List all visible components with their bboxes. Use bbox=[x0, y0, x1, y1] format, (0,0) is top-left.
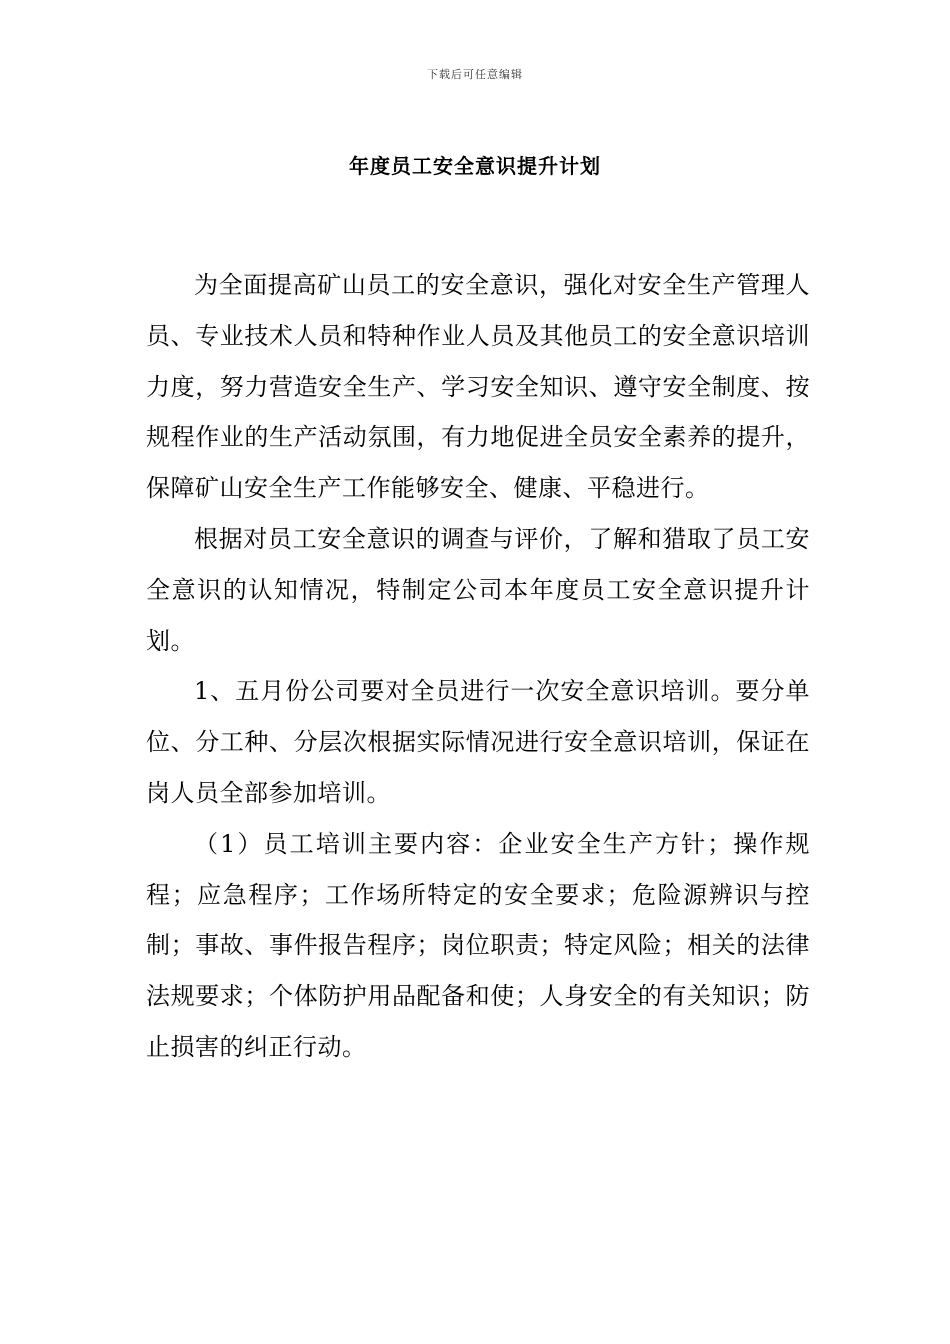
document-title: 年度员工安全意识提升计划 bbox=[349, 154, 601, 178]
paragraph-item-1-sub-1: （1）员工培训主要内容：企业安全生产方针；操作规程；应急程序；工作场所特定的安全要求；危险源辨识与控制；事故、事件报告程序；岗位职责；特定风险；相关的法律法规要求；个体防护用品配备和使；人身安全的有关知识；防止损害的纠正行动。 bbox=[146, 829, 810, 1061]
header-note: 下载后可任意编辑 bbox=[427, 68, 523, 81]
paragraph-intro: 为全面提高矿山员工的安全意识，强化对安全生产管理人员、专业技术人员和特种作业人员及其他员工的安全意识培训力度，努力营造安全生产、学习安全知识、遵守安全制度、按规程作业的生产活动氛围，有力地促进全员安全素养的提升，保障矿山安全生产工作能够安全、健康、平稳进行。 bbox=[146, 271, 810, 503]
paragraph-basis: 根据对员工安全意识的调查与评价，了解和猎取了员工安全意识的认知情况，特制定公司本年度员工安全意识提升计划。 bbox=[146, 524, 810, 655]
document-body bbox=[146, 260, 810, 1073]
paragraph-item-1: 1、五月份公司要对全员进行一次安全意识培训。要分单位、分工种、分层次根据实际情况进行安全意识培训，保证在岗人员全部参加培训。 bbox=[146, 677, 810, 807]
